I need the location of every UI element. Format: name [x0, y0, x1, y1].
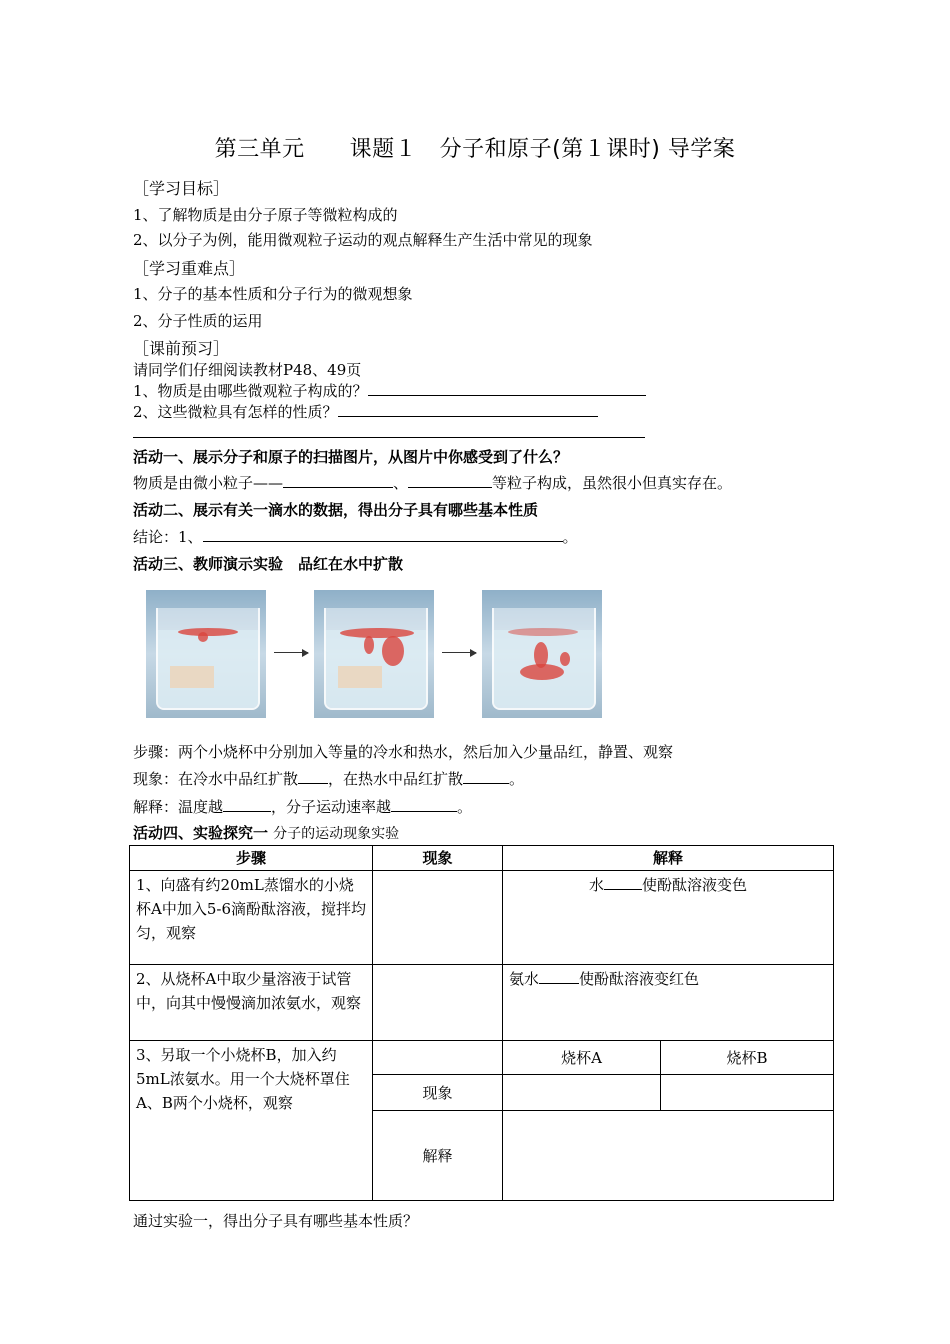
keypoint-item-1: 1、分子的基本性质和分子行为的微观想象 — [133, 285, 413, 303]
activity4-heading — [133, 822, 399, 843]
beaker-photo-3 — [482, 590, 602, 718]
table-row — [130, 965, 834, 1041]
preview-question-2-text: 2、这些微粒具有怎样的性质？ — [133, 403, 338, 421]
activity1-text-b: 等粒子构成，虽然很小但真实存在。 — [492, 474, 733, 492]
activity3-steps: 步骤：两个小烧杯中分别加入等量的冷水和热水，然后加入少量品红，静置、观察 — [133, 743, 674, 761]
preview-question-1 — [133, 380, 646, 401]
activity4-title: 活动四、实验探究一 — [133, 824, 269, 842]
activity1-text-a: 物质是由微小粒子—— — [133, 474, 284, 492]
phenomenon-cell-1[interactable] — [373, 871, 503, 965]
explanation-1-a: 水 — [588, 876, 604, 894]
activity3-title: 活动三、教师演示实验 品红在水中扩散 — [133, 555, 404, 573]
blank-cell — [373, 1041, 503, 1075]
activity2-prefix: 结论：1、 — [133, 528, 203, 546]
explanation-cell-1[interactable] — [503, 871, 834, 965]
preview-question-2 — [133, 401, 598, 422]
answer-blank[interactable] — [338, 402, 598, 417]
beaker-explanation-cell[interactable] — [503, 1111, 834, 1201]
activity3-explanation — [133, 796, 472, 817]
goal-item-1: 1、了解物质是由分子原子等微粒构成的 — [133, 206, 398, 224]
explanation-2-b: 使酚酞溶液变红色 — [579, 970, 700, 988]
explanation-text-b: ，分子运动速率越 — [271, 798, 392, 816]
activity1-text — [133, 472, 732, 493]
activity3-phenomenon — [133, 768, 524, 789]
diffusion-photos — [146, 590, 606, 718]
arrow-icon — [442, 652, 476, 653]
activity4-subtitle: 分子的运动现象实验 — [273, 826, 400, 842]
explanation-text-c: 。 — [457, 798, 473, 816]
page-title: 第三单元 课题１ 分子和原子(第１课时) 导学案 — [214, 137, 736, 162]
phenomenon-cell-2[interactable] — [373, 965, 503, 1041]
answer-blank[interactable] — [391, 797, 457, 812]
beaker-photo-2 — [314, 590, 434, 718]
answer-rule[interactable] — [133, 437, 645, 438]
explanation-text-a: 解释：温度越 — [133, 798, 224, 816]
header-steps: 步骤 — [130, 846, 373, 871]
table-header-row — [130, 846, 834, 871]
answer-blank[interactable] — [283, 473, 393, 488]
goal-item-2: 2、以分子为例，能用微观粒子运动的观点解释生产生活中常见的现象 — [133, 231, 593, 249]
preview-question-1-text: 1、物质是由哪些微观粒子构成的？ — [133, 382, 368, 400]
answer-blank[interactable] — [463, 769, 509, 784]
header-explanation: 解释 — [503, 846, 834, 871]
closing-question: 通过实验一，得出分子具有哪些基本性质？ — [133, 1212, 419, 1230]
activity2-conclusion — [133, 526, 578, 547]
answer-blank[interactable] — [223, 797, 271, 812]
arrow-icon — [274, 652, 308, 653]
explanation-2-a: 氨水 — [509, 970, 540, 988]
activity1-title: 活动一、展示分子和原子的扫描图片，从图片中你感受到了什么？ — [133, 448, 569, 466]
keypoints-heading: ［学习重难点］ — [133, 259, 246, 278]
answer-blank[interactable] — [298, 769, 328, 784]
activity1-sep: 、 — [393, 474, 409, 492]
explanation-label: 解释 — [373, 1111, 503, 1201]
step-cell-3: 3、另取一个小烧杯B，加入约5mL浓氨水。用一个大烧杯罩住A、B两个小烧杯，观察 — [130, 1041, 373, 1201]
phenomenon-label: 现象 — [373, 1075, 503, 1111]
goals-heading: ［学习目标］ — [133, 179, 230, 198]
beaker-b-phenomenon-cell[interactable] — [661, 1075, 834, 1111]
keypoint-item-2: 2、分子性质的运用 — [133, 312, 263, 330]
beaker-b-header: 烧杯B — [661, 1041, 834, 1075]
table-row — [130, 1041, 834, 1075]
step-cell-2: 2、从烧杯A中取少量溶液于试管中，向其中慢慢滴加浓氨水，观察 — [130, 965, 373, 1041]
activity2-suffix: 。 — [562, 528, 578, 546]
explanation-1-b: 使酚酞溶液变色 — [642, 876, 748, 894]
answer-blank[interactable] — [539, 969, 579, 984]
explanation-cell-2[interactable] — [503, 965, 834, 1041]
answer-blank[interactable] — [203, 527, 563, 542]
preview-intro: 请同学们仔细阅读教材P48、49页 — [133, 361, 362, 379]
beaker-a-phenomenon-cell[interactable] — [503, 1075, 661, 1111]
table-row — [130, 871, 834, 965]
phenomenon-text-a: 现象：在冷水中品红扩散 — [133, 770, 299, 788]
answer-blank[interactable] — [408, 473, 492, 488]
beaker-a-header: 烧杯A — [503, 1041, 661, 1075]
answer-blank[interactable] — [604, 875, 642, 890]
phenomenon-text-c: 。 — [509, 770, 525, 788]
header-phenomenon: 现象 — [373, 846, 503, 871]
experiment-table — [129, 845, 834, 1201]
preview-heading: ［课前预习］ — [133, 339, 230, 358]
activity2-title: 活动二、展示有关一滴水的数据，得出分子具有哪些基本性质 — [133, 501, 539, 519]
phenomenon-text-b: ，在热水中品红扩散 — [328, 770, 464, 788]
beaker-photo-1 — [146, 590, 266, 718]
answer-blank[interactable] — [368, 381, 646, 396]
step-cell-1: 1、向盛有约20mL蒸馏水的小烧杯A中加入5-6滴酚酞溶液，搅拌均匀，观察 — [130, 871, 373, 965]
